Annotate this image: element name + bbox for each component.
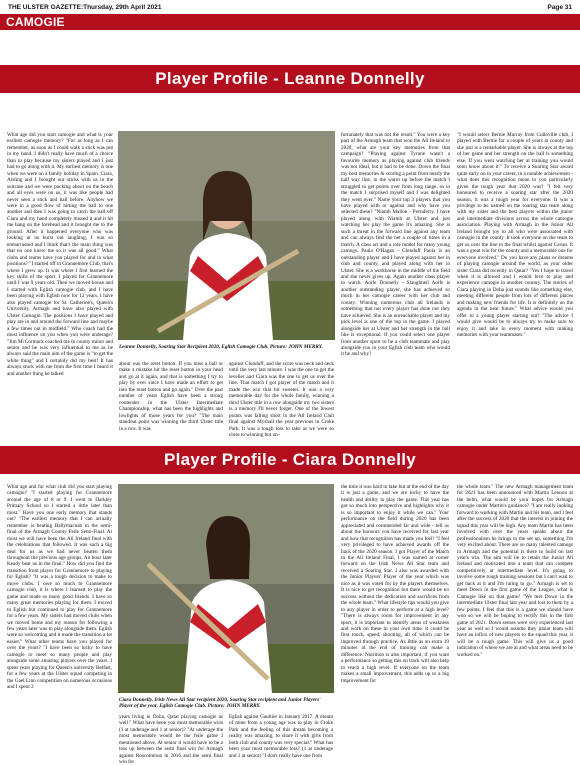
profile1-column-1: What age did you start camogie and what is your earliest camogie memory? "For as long as I can remember, as soon as I could walk a stick was put in my hand. I didn't really have much of a choice than to play because my sisters played and I just had to go along with it. My earliest memory is one when we were on a family holiday in Spain. Ciara, Aisling and I brought our sticks with us in the suitcase and we were pucking about on the beach and all eyes were on us, it was like people had never seen a stick and ball before. Anyhow we were in a good flow of hitting the ball to one another and then I was going to catch the ball off Ciara and my hand completely missed it and it hit me bang on the forehead and it brought me to the ground. After it happened everyone who was looking at us burst out laughing, I was so embarrassed and I think that's the main thing was that no one knew me so it was all good." What clubs and teams have you played for and in what positions? "I started off in Grannemore Club, that's where I grew up. It was where I first learned the key skills of the sport. I played for Grannemore until I was 9 years old. Then we moved house and I started with Eglish camogie club, and I have been playing with Eglish now for 12 years. I have also played camogie for St. Catherine's, Queen's University, Armagh and have also played with Ulster Camogie. The positions I have played and play are in and around the forward line and maybe a few times out in midfield." Who coach had the most influence on you when you were underage? "Jim McCormack coached me in county minor and senior and he was very influential to me as he always said the main aim of the game is "to get the white thing" and I certainly did my best! It has always stuck with me from the first time I heard it and another thing he talked [7, 132, 113, 377]
profile2-column-4: the time it was hard to take but at the end of the day it is just a game, and we are lucky to have the health and ability to play the game. This year has got so much into perspective and highlights why it is so important to enjoy it while we can." Your performance on the field during 2020 has been appreciated and commended far and wide - tell us about the honours you have received for last year and how that recognition has made you feel? "I feel very privileged to have achieved awards off the back of the 2020 season. I got Player of the Match in the All Ireland Final, I was named at corner forward on the Irish News All Star team and received a Soaring Star. I also was awarded with the Junior Players' Player of the year which was nice as it was voted for by the players themselves. It is nice to get recognition but there would be no success without the dedication and sacrifices from the whole team." What lifestyle tips would you give to any player in order to perform at a high level? "There is always room for improvement in any sport, it is important to identify areas of weakness and work on these in your own time. It could be first touch, speed, shooting, all of which can be improved through practice. As little as an extra 10 minutes at the end of training can make a difference. Nutrition is also important, if you want a performance so getting this on track will also help to reach a high level. If everyone on the team makes a small improvement, this adds up to a big improvement for [341, 484, 449, 684]
section-bar [0, 14, 580, 30]
section-label: CAMOGIE [6, 15, 65, 29]
profile1-column-2: about was the reset button. If you miss a ball or make a mistake hit the reset button in your head and go at it again, and that is something I try to play by ever since I have made an effort to get into the reset button and go again." Over the past number of years Eglish have been a strong contender in the Ulster Intermediate Championship, what has been the highlights and lowlights of those years for you? "The main standout point was winning the third Ulster title in a row. It was [119, 361, 223, 432]
profile1-column-4: fortunately that was not the result." You were a key part of the Armagh team that won the All Ireland in 2020, what are your key memories from that campaign? "Playing against Tyrone wasn't a favourite memory as playing against club friends was not ideal, but it had to be done. Down the final my best memories & scoring a point from nearly the half way line, in the warm up before the match I struggled to get points over from long range, so in the match I surprised myself and I was delighted they went over." Name your top 3 players that you have played with or against and why have you selected these? "Niamh Mallon - Portaferry. I have played along with Niamh at Ulster and just watching her play the game it's amazing. She is such a threat in the forward line against any team and can always find the net a couple of times in a match. A class act and a role model for many young camogs. Paula O'Hagan - Glenduff Paula is an outstanding player and I have played against her in club and county, and played along with her in Ulster. She is a workhorse in the middle of the field and she never gives up. Again another class player to watch. Aoife Donnelly - Slaughneil Aoife is another outstanding player, she has achieved so much in her camogie career with her club and county. Winning numerous club all Irelands is something that not every player has done nor they have achieved. She is an unreachable player and my pick level is one of the top in the game. I played alongside her at Ulster and her strength in the ball like is exceptional. If you could select one player from another sport to be a club teammate and play alongside you in your Eglish club team who would it be and why? [341, 132, 450, 358]
profile2-caption: Ciara Donnelly, Irish News All Star recipient 2020, Soaring Star recipient and Junior Players' Player of the year, Eglish Camogie Club. Picture: JOHN MERRY. [119, 697, 321, 710]
profile2-column-3: Eglish against Gaultier in January 2017. A dream of mine from a young age was to play in Croke Park and the feeling of this dream becoming a reality was amazing, to share it with girls from both club and county was very special." What has been your most memorable loss? (1 at underage and 1 at senior) "I don't really have one from [229, 714, 333, 759]
profile1-column-3: against Clonduff, and the score was neck and neck until the very last minute. I was the one to get the leveller and Ciara was the one to get us over the line. That match I got player of the match and it made the win that bit sweeter. It was a very memorable day for the whole family, winning a third Ulster title in a row alongside my two sisters is a memory I'll never forget. One of the lowest points was falling short in the All Ireland Club final against Myshall the year previous in Croke Park. It was a tough loss to take as we were so close to winning but un- [229, 361, 334, 438]
publication-date: THE ULSTER GAZETTE:Thursday, 29th April 2021 [8, 3, 162, 11]
player-portrait-graphic [118, 484, 334, 693]
profile1-title: Player Profile - Leanne Donnelly [0, 65, 580, 93]
profile2-title: Player Profile - Ciara Donnelly [0, 446, 580, 474]
profile2-column-2: years living in Doha, Qatar playing camogie as well." What have been you most memorable wins (1 at underage and 1 at senior)? "At underage the most memorable would be the feile game I mentioned above. At senior it would have to be a toss up between the semi final win for Armagh against Roscommon in 2016 and the semi final win for [119, 714, 223, 766]
profile2-column-5: the whole team." The new Armagh management team for 2021 has been announced with Martin Lennon at the helm, what would be your hopes for Armagh camogie under Martin's guidance? "I am really looking forward to working with Martin and his team, and I feel after the success of 2020 that the interest in joining the squad this year will be high. Any team Martin has been involved with over the years speaks about the professionalism he brings to the set up, something I'm very excited about. There are so many talented camogs in Armagh and the potential is there to build on last year's win. The aim will be to retain the Junior All Ireland and motivated into a team that can compete competitively at intermediate level. It's going to involve some tough training sessions but I can't wait to get back at it and I'm raring to go." Armagh is set to meet Down in the first game of the League, what is Camogie like on that game? "We met Down in the intermediate Ulster final last year and lost to them by a few points, I feel that this is a game we should have won so we will be hoping to rectify this in the first game of 2021. Down senses were very experienced last year as well so I would assume they junior team will have an influx of new players to the squad this year, it will be a tough game. This will give us a good indication of where we are at and what areas need to be worked on." [457, 484, 573, 658]
profile1-column-5: "I would select Bernie Murray from Culloville club, I played with Bernie for a couple of years at county and she just is a remarkable player. She is always at the top of her game and her strength on the ball is something else. If you went watching her at training you would soon know about it." To receive a Soaring Star award quite early on in your career, in a notable achievement - what does this recognition mean to you particularly given the tough year that 2020 was? "I felt very honoured to receive a soaring star after the 2020 season, it was a tough year for everyone. It was a privilege to be named on the soaring star team along with my sister and the best players within the junior and intermediate divisions across the whole camogie association. Playing with Armagh in the Junior All Ireland brought joy to all who were associated with camogie in the county. It took everyone on the team to get us over the line in the final whilst against Cavan. It was a great win for the county and a memorable one for everyone involved." Do you have any plans or dreams of playing camogie around the world, as your older sister Ciara did recently in Qatar? "Yes I hope to travel when it is allowed and I would love to play and experience camogie in another country. The stories of Ciara playing in Doha just sounds like something else, meeting different people from lots of different places and making new friends for life. It is definitely on the agenda in the near future." What advice would you offer to a young player starting out? "The advice I would give would be to always try to make sure to enjoy it and take in every moment with making memories with your teammates." [457, 132, 573, 339]
page-number: Page 31 [547, 3, 572, 11]
profile1-caption: Leanne Donnelly, Soaring Star Recipient 2020, Eglish Camogie Club. Picture: JOHN MERRY. [119, 344, 323, 350]
leanne-donnelly-photo [118, 131, 335, 340]
masthead [0, 0, 580, 14]
ciara-donnelly-photo [118, 484, 334, 693]
player-portrait-graphic [118, 131, 335, 340]
profile2-column-1: What age and for what club did you start playing camogie? "I started playing for Grannemore around the age of 8 or 9. I went to Darkley Primary School so I started a little later than most." Have you one early memory that stands out? "The earliest memory that I can actually remember is beating Ballymacnab in the semi-final of the Armagh County Feile Semi-Final. At most we will have been the All Ireland final with the celebrations that followed. It was such a big deal for us as we had never beaten them throughout the previous age groups. An hour later Keady beat us in the final." How did you find the transition from player for Grannemore to playing for Eglish? "It was a tough decision to make to move clubs. I owe so much to Grannemore camogie club, it is where I learned to play the game and made so many good friends. I have so many great memories playing for them. I moved to Eglish but continued to play for Grannemore for a few years. My sisters had moved clubs when we moved home and my reason for following a few years later was to play alongside them. Eglish were so welcoming and it made the transition a lot easier." What other teams have you played for over the years? "I have been so lucky to have camogie to meet so many people and play alongside some amazing players over the years. I spent years playing for Queen's university Belfast, for a few years at the Ulster squad competing in the Gael Linn competition on numerous occasions and I spent 2 [7, 484, 112, 691]
